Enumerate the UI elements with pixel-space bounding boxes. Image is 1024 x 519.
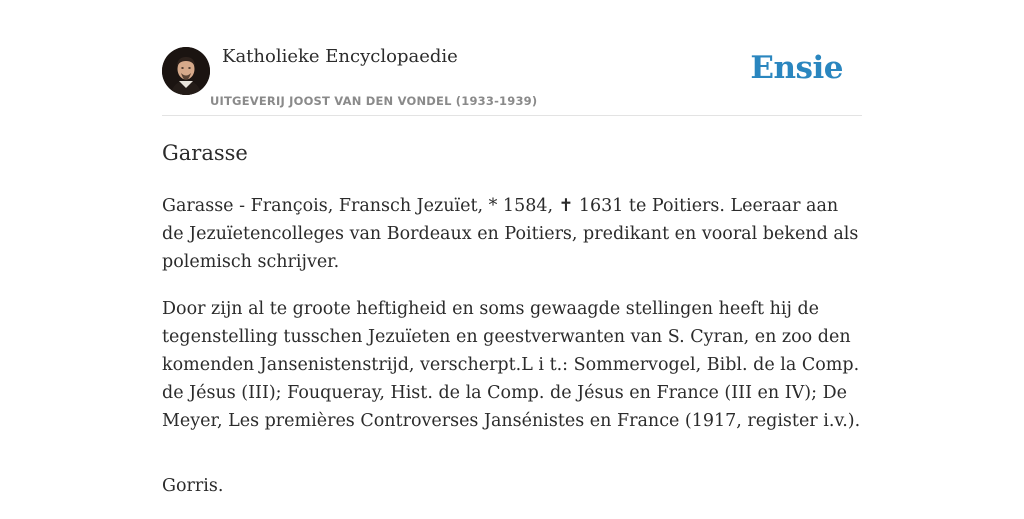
publisher-label: UITGEVERIJ JOOST VAN DEN VONDEL (1933-1939): [210, 94, 538, 108]
article-body: [162, 192, 862, 519]
author-signature: Gorris.: [162, 476, 224, 496]
site-title[interactable]: Katholieke Encyclopaedie: [222, 46, 458, 67]
site-header: [162, 40, 862, 116]
portrait-avatar[interactable]: [162, 47, 210, 95]
article-paragraph: Door zijn al te groote heftigheid en soms gewaagde stellingen heeft hij de tegenstelling tusschen Jezuïeten en geestverwanten van S. Cyran, en zoo den komenden Jansenistenstrijd, verscherpt.L i t.: Sommervogel, Bibl. de la Comp. de Jésus (III); Fouqueray, Hist. de la Comp. de Jésus en France (III en IV); De Meyer, Les premières Controverses Jansénistes en France (1917, register i.v.).: [162, 299, 861, 431]
portrait-icon: [162, 47, 210, 95]
article-paragraph: Garasse - François, Fransch Jezuïet, * 1584, ✝ 1631 te Poitiers. Leeraar aan de Jezuïetencolleges van Bordeaux en Poitiers, predikant en vooral bekend als polemisch schrijver.: [162, 196, 859, 272]
ensie-logo-link[interactable]: Ensie: [750, 50, 843, 86]
article-title: Garasse: [162, 141, 248, 165]
